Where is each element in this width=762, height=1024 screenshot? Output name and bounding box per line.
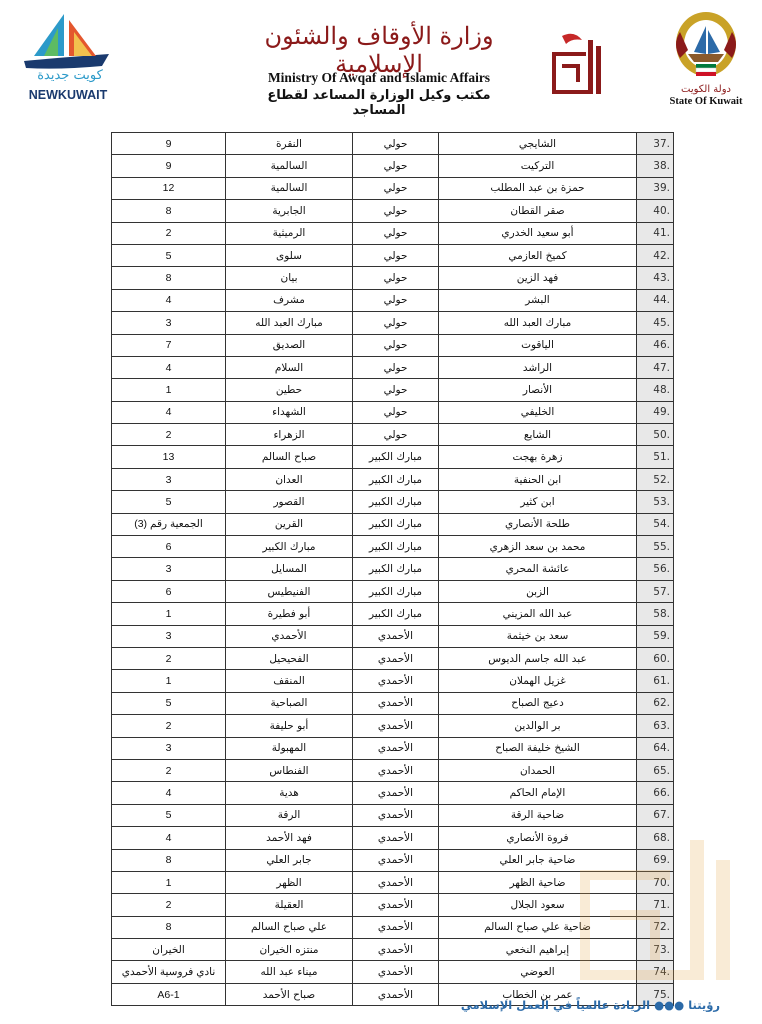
governorate-cell: الأحمدي: [353, 782, 439, 804]
governorate-cell: مبارك الكبير: [353, 468, 439, 490]
mosque-name-cell: ابن كثير: [439, 491, 637, 513]
table-row: [112, 670, 674, 692]
area-cell: النقرة: [226, 133, 353, 155]
row-number-cell: 73.: [637, 939, 674, 961]
governorate-cell: مبارك الكبير: [353, 603, 439, 625]
mosque-count-cell: 5: [112, 244, 226, 266]
governorate-cell: مبارك الكبير: [353, 446, 439, 468]
table-row: [112, 536, 674, 558]
mosque-name-cell: العوضي: [439, 961, 637, 983]
governorate-cell: مبارك الكبير: [353, 580, 439, 602]
mosque-count-cell: 13: [112, 446, 226, 468]
governorate-cell: حولي: [353, 267, 439, 289]
row-number-cell: 65.: [637, 759, 674, 781]
governorate-cell: حولي: [353, 200, 439, 222]
row-number-cell: 75.: [637, 983, 674, 1005]
mosque-name-cell: عبد الله المزيني: [439, 603, 637, 625]
governorate-cell: حولي: [353, 289, 439, 311]
mosque-name-cell: بر الوالدين: [439, 715, 637, 737]
mosque-name-cell: مبارك العبد الله: [439, 312, 637, 334]
table-row: [112, 200, 674, 222]
governorate-cell: الأحمدي: [353, 916, 439, 938]
table-row: [112, 849, 674, 871]
row-number-cell: 74.: [637, 961, 674, 983]
area-cell: مبارك الكبير: [226, 536, 353, 558]
area-cell: جابر العلي: [226, 849, 353, 871]
table-row: [112, 289, 674, 311]
area-cell: الرميثية: [226, 222, 353, 244]
mosque-count-cell: 3: [112, 312, 226, 334]
row-number-cell: 52.: [637, 468, 674, 490]
table-row: [112, 647, 674, 669]
mosque-name-cell: الحمدان: [439, 759, 637, 781]
mosque-count-cell: 4: [112, 782, 226, 804]
mosque-count-cell: 6: [112, 536, 226, 558]
row-number-cell: 48.: [637, 379, 674, 401]
mosques-table: [111, 132, 674, 1006]
governorate-cell: حولي: [353, 334, 439, 356]
area-cell: صباح السالم: [226, 446, 353, 468]
mosque-count-cell: 4: [112, 401, 226, 423]
mosque-name-cell: عبد الله جاسم الديوس: [439, 647, 637, 669]
table-row: [112, 759, 674, 781]
area-cell: الشهداء: [226, 401, 353, 423]
row-number-cell: 70.: [637, 871, 674, 893]
row-number-cell: 50.: [637, 424, 674, 446]
table-row: [112, 491, 674, 513]
mosque-count-cell: الجمعية رقم (3): [112, 513, 226, 535]
mosque-count-cell: 3: [112, 468, 226, 490]
mosque-name-cell: الشيخ خليفة الصباح: [439, 737, 637, 759]
table-row: [112, 312, 674, 334]
mosque-name-cell: سعد بن خيثمة: [439, 625, 637, 647]
row-number-cell: 38.: [637, 155, 674, 177]
mosque-name-cell: الزبن: [439, 580, 637, 602]
mosque-count-cell: 2: [112, 759, 226, 781]
governorate-cell: حولي: [353, 222, 439, 244]
area-cell: الفنطاس: [226, 759, 353, 781]
mosque-name-cell: زهرة بهجت: [439, 446, 637, 468]
table-row: [112, 424, 674, 446]
area-cell: القرين: [226, 513, 353, 535]
row-number-cell: 69.: [637, 849, 674, 871]
table-row: [112, 177, 674, 199]
area-cell: الصباحية: [226, 692, 353, 714]
state-name-english: State Of Kuwait: [669, 96, 743, 107]
row-number-cell: 68.: [637, 827, 674, 849]
mosque-count-cell: 4: [112, 827, 226, 849]
mosque-name-cell: محمد بن سعد الزهري: [439, 536, 637, 558]
table-row: [112, 513, 674, 535]
mosque-count-cell: A6-1: [112, 983, 226, 1005]
row-number-cell: 72.: [637, 916, 674, 938]
mosque-count-cell: 3: [112, 625, 226, 647]
row-number-cell: 57.: [637, 580, 674, 602]
table-row: [112, 401, 674, 423]
area-cell: المسايل: [226, 558, 353, 580]
table-row: [112, 356, 674, 378]
area-cell: الفحيحيل: [226, 647, 353, 669]
row-number-cell: 55.: [637, 536, 674, 558]
area-cell: الجابرية: [226, 200, 353, 222]
governorate-cell: حولي: [353, 312, 439, 334]
row-number-cell: 66.: [637, 782, 674, 804]
table-row: [112, 692, 674, 714]
governorate-cell: الأحمدي: [353, 715, 439, 737]
mosque-count-cell: 8: [112, 267, 226, 289]
mosque-name-cell: حمزة بن عبد المطلب: [439, 177, 637, 199]
area-cell: فهد الأحمد: [226, 827, 353, 849]
area-cell: مبارك العبد الله: [226, 312, 353, 334]
ministry-name-english: Ministry Of Awqaf and Islamic Affairs: [267, 70, 491, 85]
area-cell: سلوى: [226, 244, 353, 266]
row-number-cell: 53.: [637, 491, 674, 513]
footer-vision-text: رؤيتنا ●●● الريادة عالمياً في العمل الإسلامي: [460, 998, 720, 1012]
row-number-cell: 61.: [637, 670, 674, 692]
row-number-cell: 51.: [637, 446, 674, 468]
table-row: [112, 715, 674, 737]
mosque-name-cell: ضاحية جابر العلي: [439, 849, 637, 871]
area-cell: السالمية: [226, 155, 353, 177]
row-number-cell: 54.: [637, 513, 674, 535]
mosque-name-cell: غزيل الهملان: [439, 670, 637, 692]
area-cell: الرقة: [226, 804, 353, 826]
area-cell: الأحمدي: [226, 625, 353, 647]
table-row: [112, 267, 674, 289]
mosque-name-cell: عمر بن الخطاب: [439, 983, 637, 1005]
row-number-cell: 67.: [637, 804, 674, 826]
governorate-cell: الأحمدي: [353, 759, 439, 781]
row-number-cell: 62.: [637, 692, 674, 714]
area-cell: السالمية: [226, 177, 353, 199]
mosque-world-logo: [540, 30, 610, 100]
mosque-name-cell: طلحة الأنصاري: [439, 513, 637, 535]
governorate-cell: الأحمدي: [353, 804, 439, 826]
mosque-count-cell: 8: [112, 200, 226, 222]
area-cell: السلام: [226, 356, 353, 378]
area-cell: هدية: [226, 782, 353, 804]
mosque-count-cell: 9: [112, 155, 226, 177]
mosque-count-cell: 2: [112, 222, 226, 244]
area-cell: العقيلة: [226, 894, 353, 916]
row-number-cell: 47.: [637, 356, 674, 378]
mosque-name-cell: سعود الجلال: [439, 894, 637, 916]
mosque-count-cell: 5: [112, 491, 226, 513]
mosque-count-cell: 3: [112, 737, 226, 759]
mosque-count-cell: نادي فروسية الأحمدي: [112, 961, 226, 983]
table-row: [112, 155, 674, 177]
page-footer: [430, 996, 720, 1020]
mosque-count-cell: 2: [112, 424, 226, 446]
row-number-cell: 63.: [637, 715, 674, 737]
mosque-name-cell: أبو سعيد الخدري: [439, 222, 637, 244]
governorate-cell: الأحمدي: [353, 983, 439, 1005]
area-cell: حطين: [226, 379, 353, 401]
governorate-cell: الأحمدي: [353, 871, 439, 893]
state-emblem-icon: [666, 2, 746, 92]
governorate-cell: حولي: [353, 244, 439, 266]
table-row: [112, 782, 674, 804]
mosque-name-cell: الياقوت: [439, 334, 637, 356]
area-cell: ميناء عبد الله: [226, 961, 353, 983]
mosque-count-cell: 4: [112, 356, 226, 378]
mosque-count-cell: 9: [112, 133, 226, 155]
table-row: [112, 827, 674, 849]
area-cell: الفنيطيس: [226, 580, 353, 602]
mosque-count-cell: 1: [112, 871, 226, 893]
mosque-name-cell: عائشة المحري: [439, 558, 637, 580]
mosque-name-cell: البشر: [439, 289, 637, 311]
mosque-name-cell: الإمام الحاكم: [439, 782, 637, 804]
governorate-cell: مبارك الكبير: [353, 558, 439, 580]
mosque-count-cell: 8: [112, 849, 226, 871]
mosque-count-cell: 12: [112, 177, 226, 199]
mosque-name-cell: فهد الزين: [439, 267, 637, 289]
table-row: [112, 603, 674, 625]
table-row: [112, 737, 674, 759]
mosque-count-cell: 1: [112, 670, 226, 692]
newkuwait-arabic-text: كويت جديدة: [37, 68, 103, 83]
mosque-name-cell: ابن الحنفية: [439, 468, 637, 490]
area-cell: علي صباح السالم: [226, 916, 353, 938]
area-cell: منتزه الخيران: [226, 939, 353, 961]
table-row: [112, 961, 674, 983]
table-row: [112, 334, 674, 356]
governorate-cell: الأحمدي: [353, 939, 439, 961]
mosque-name-cell: كميخ العازمي: [439, 244, 637, 266]
table-row: [112, 379, 674, 401]
governorate-cell: حولي: [353, 133, 439, 155]
row-number-cell: 46.: [637, 334, 674, 356]
table-row: [112, 222, 674, 244]
row-number-cell: 56.: [637, 558, 674, 580]
governorate-cell: الأحمدي: [353, 849, 439, 871]
mosque-name-cell: الشايع: [439, 424, 637, 446]
mosque-count-cell: 1: [112, 379, 226, 401]
row-number-cell: 59.: [637, 625, 674, 647]
mosque-count-cell: 5: [112, 692, 226, 714]
office-name-arabic: مكتب وكيل الوزارة المساعد لقطاع المساجد: [267, 88, 491, 118]
governorate-cell: مبارك الكبير: [353, 491, 439, 513]
mosque-name-cell: فروة الأنصاري: [439, 827, 637, 849]
mosque-count-cell: 7: [112, 334, 226, 356]
governorate-cell: مبارك الكبير: [353, 513, 439, 535]
mosque-name-cell: التركيت: [439, 155, 637, 177]
mosque-name-cell: ضاحية الظهر: [439, 871, 637, 893]
governorate-cell: مبارك الكبير: [353, 536, 439, 558]
area-cell: الظهر: [226, 871, 353, 893]
table-row: [112, 871, 674, 893]
governorate-cell: حولي: [353, 177, 439, 199]
row-number-cell: 49.: [637, 401, 674, 423]
governorate-cell: الأحمدي: [353, 692, 439, 714]
governorate-cell: حولي: [353, 379, 439, 401]
governorate-cell: الأحمدي: [353, 647, 439, 669]
row-number-cell: 58.: [637, 603, 674, 625]
area-cell: الصديق: [226, 334, 353, 356]
table-row: [112, 558, 674, 580]
governorate-cell: حولي: [353, 424, 439, 446]
mosque-count-cell: 4: [112, 289, 226, 311]
row-number-cell: 42.: [637, 244, 674, 266]
governorate-cell: الأحمدي: [353, 827, 439, 849]
row-number-cell: 39.: [637, 177, 674, 199]
row-number-cell: 41.: [637, 222, 674, 244]
mosques-table-body: [112, 133, 674, 1006]
mosque-count-cell: الخيران: [112, 939, 226, 961]
governorate-cell: الأحمدي: [353, 961, 439, 983]
row-number-cell: 64.: [637, 737, 674, 759]
table-row: [112, 939, 674, 961]
mosque-name-cell: الشايجي: [439, 133, 637, 155]
row-number-cell: 44.: [637, 289, 674, 311]
mosque-count-cell: 2: [112, 715, 226, 737]
table-row: [112, 804, 674, 826]
governorate-cell: حولي: [353, 155, 439, 177]
mosque-count-cell: 1: [112, 603, 226, 625]
mosque-name-cell: الخليفي: [439, 401, 637, 423]
mosque-name-cell: إبراهيم النخعي: [439, 939, 637, 961]
mosque-count-cell: 6: [112, 580, 226, 602]
mosque-name-cell: دعيج الصباح: [439, 692, 637, 714]
governorate-cell: الأحمدي: [353, 670, 439, 692]
table-row: [112, 894, 674, 916]
mosque-name-cell: صقر القطان: [439, 200, 637, 222]
table-row: [112, 916, 674, 938]
area-cell: أبو فطيرة: [226, 603, 353, 625]
area-cell: المهبولة: [226, 737, 353, 759]
area-cell: أبو حليفة: [226, 715, 353, 737]
table-row: [112, 580, 674, 602]
mosque-name-cell: الراشد: [439, 356, 637, 378]
governorate-cell: حولي: [353, 401, 439, 423]
area-cell: صباح الأحمد: [226, 983, 353, 1005]
governorate-cell: الأحمدي: [353, 625, 439, 647]
table-row: [112, 446, 674, 468]
governorate-cell: حولي: [353, 356, 439, 378]
row-number-cell: 40.: [637, 200, 674, 222]
mosque-name-cell: ضاحية علي صباح السالم: [439, 916, 637, 938]
row-number-cell: 43.: [637, 267, 674, 289]
page-header: [0, 0, 762, 128]
area-cell: المنقف: [226, 670, 353, 692]
mosque-count-cell: 5: [112, 804, 226, 826]
governorate-cell: الأحمدي: [353, 894, 439, 916]
table-row: [112, 133, 674, 155]
state-name-arabic: دولة الكويت: [681, 84, 731, 95]
row-number-cell: 45.: [637, 312, 674, 334]
ministry-name-arabic: وزارة الأوقاف والشئون الإسلامية: [264, 22, 494, 78]
area-cell: العدان: [226, 468, 353, 490]
row-number-cell: 60.: [637, 647, 674, 669]
mosque-count-cell: 3: [112, 558, 226, 580]
mosque-count-cell: 2: [112, 894, 226, 916]
table-row: [112, 468, 674, 490]
mosque-name-cell: ضاحية الرقة: [439, 804, 637, 826]
area-cell: بيان: [226, 267, 353, 289]
row-number-cell: 37.: [637, 133, 674, 155]
table-row: [112, 244, 674, 266]
mosque-count-cell: 2: [112, 647, 226, 669]
mosque-count-cell: 8: [112, 916, 226, 938]
governorate-cell: الأحمدي: [353, 737, 439, 759]
area-cell: القصور: [226, 491, 353, 513]
newkuwait-english-text: NEWKUWAIT: [28, 88, 108, 102]
table-row: [112, 625, 674, 647]
area-cell: الزهراء: [226, 424, 353, 446]
mosque-name-cell: الأنصار: [439, 379, 637, 401]
area-cell: مشرف: [226, 289, 353, 311]
row-number-cell: 71.: [637, 894, 674, 916]
